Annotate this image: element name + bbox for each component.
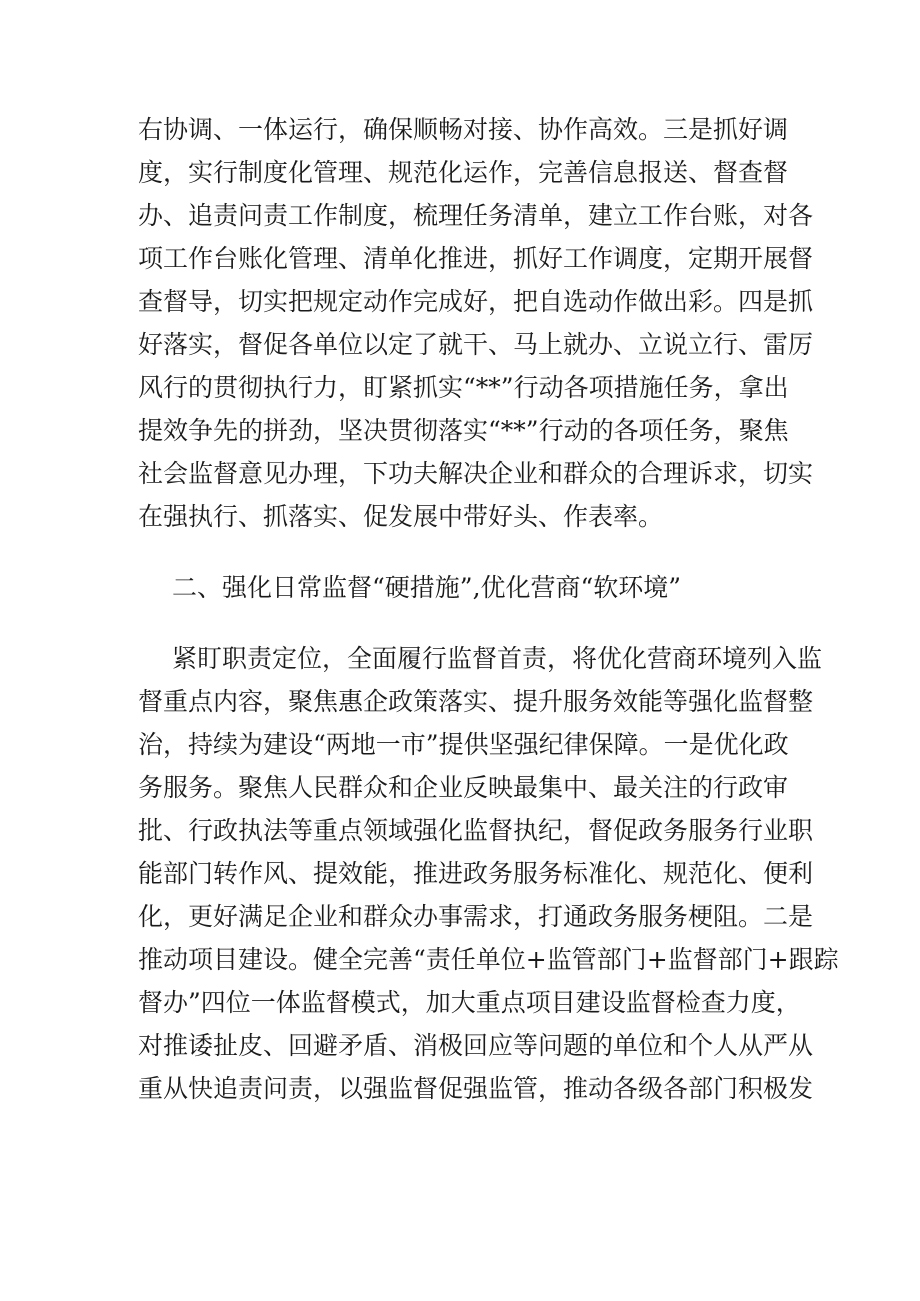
paragraph-2-line-6: 能部门转作风、提效能，推进政务服务标准化、规范化、便利 xyxy=(138,859,814,888)
paragraph-1-line-7: 风行的贯彻执行力，盯紧抓实“**”行动各项措施任务，拿出 xyxy=(138,373,789,402)
paragraph-2-line-2: 督重点内容，聚焦惠企政策落实、提升服务效能等强化监督整 xyxy=(138,687,814,716)
paragraph-1-line-5: 查督导，切实把规定动作完成好，把自选动作做出彩。四是抓 xyxy=(138,287,814,316)
paragraph-1-line-8: 提效争先的拼劲，坚决贯彻落实“**”行动的各项任务，聚焦 xyxy=(138,416,789,445)
paragraph-1-line-2: 度，实行制度化管理、规范化运作，完善信息报送、督查督 xyxy=(138,158,789,187)
paragraph-2-line-1: 紧盯职责定位，全面履行监督首责，将优化营商环境列入监 xyxy=(172,644,823,673)
paragraph-2-line-4: 务服务。聚焦人民群众和企业反映最集中、最关注的行政审 xyxy=(138,773,789,802)
paragraph-2-line-5: 批、行政执法等重点领域强化监督执纪，督促政务服务行业职 xyxy=(138,816,814,845)
paragraph-1-line-4: 项工作台账化管理、清单化推进，抓好工作调度，定期开展督 xyxy=(138,244,814,273)
paragraph-2-line-8: 推动项目建设。健全完善“责任单位+监管部门+监督部门+跟踪 xyxy=(138,945,839,974)
paragraph-2-line-11: 重从快追责问责，以强监督促强监管，推动各级各部门积极发 xyxy=(138,1074,814,1103)
paragraph-2-line-3: 治，持续为建设“两地一市”提供坚强纪律保障。一是优化政 xyxy=(138,730,789,759)
paragraph-2-line-10: 对推诿扯皮、回避矛盾、消极回应等问题的单位和个人从严从 xyxy=(138,1031,814,1060)
paragraph-1-line-3: 办、追责问责工作制度，梳理任务清单，建立工作台账，对各 xyxy=(138,201,814,230)
paragraph-1-line-1: 右协调、一体运行，确保顺畅对接、协作高效。三是抓好调 xyxy=(138,115,789,144)
section-heading: 二、强化日常监督“硬措施”,优化营商“软环境” xyxy=(172,573,682,602)
paragraph-1-line-9: 社会监督意见办理，下功夫解决企业和群众的合理诉求，切实 xyxy=(138,459,814,488)
paragraph-2-line-9: 督办”四位一体监督模式，加大重点项目建设监督检查力度， xyxy=(138,988,801,1017)
paragraph-2-line-7: 化，更好满足企业和群众办事需求，打通政务服务梗阻。二是 xyxy=(138,902,814,931)
paragraph-1-line-6: 好落实，督促各单位以定了就干、马上就办、立说立行、雷厉 xyxy=(138,330,814,359)
paragraph-1-line-10: 在强执行、抓落实、促发展中带好头、作表率。 xyxy=(138,502,664,531)
